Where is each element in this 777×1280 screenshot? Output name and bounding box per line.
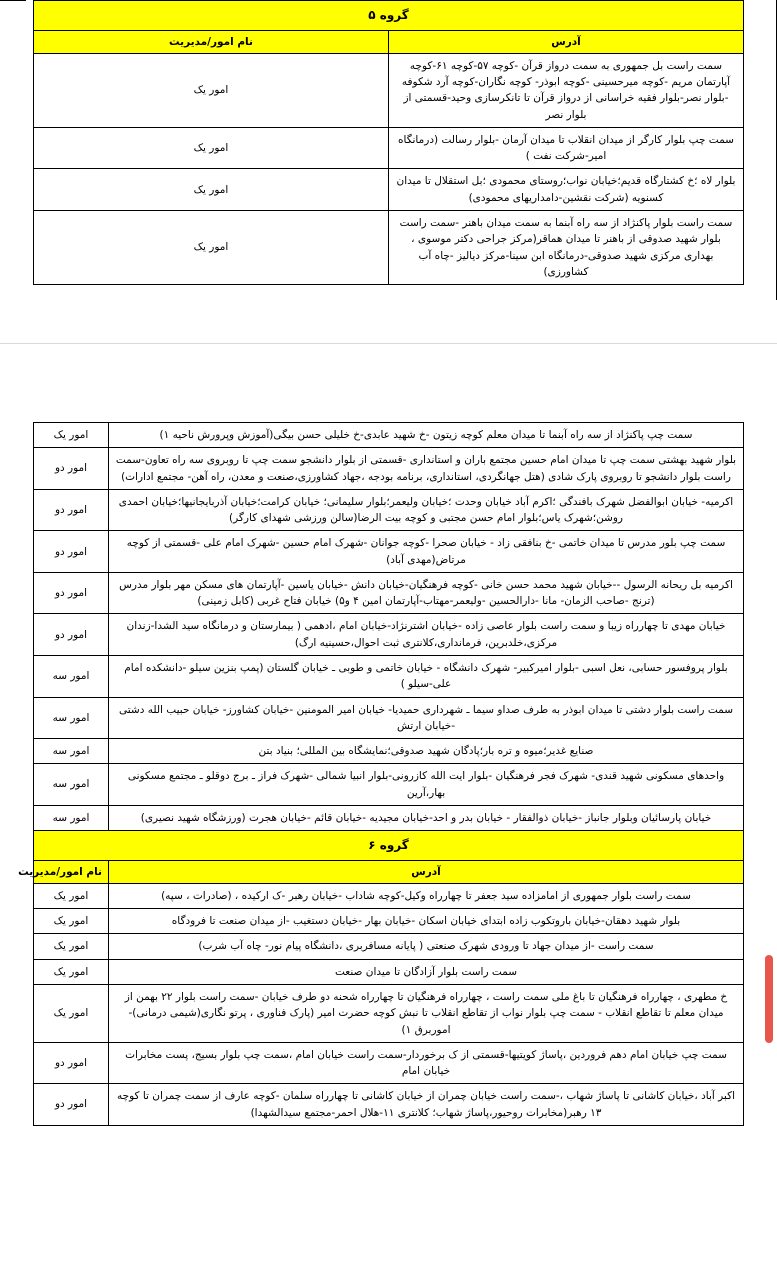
address-cell: خیابان مهدی تا چهارراه زیبا و سمت راست بلوار عاصی زاده -خیابان اشترنژاد-خیابان امام ،ادهمی ( بیمارستان و درمانگاه سید الشدا-زندان مرکزی،خلدبرین، فرمانداری،کلانتری ثبت احوال،حسینیه ارگ) <box>109 614 744 656</box>
address-cell: خ مطهری ، چهارراه فرهنگیان تا باغ ملی سمت راست ، چهارراه فرهنگیان تا چهارراه شحنه دو طرف خیابان -سمت راست بلوار ۲۲ بهمن از میدان معلم تا تقاطع انقلاب - سمت چپ بلوار نواب از تقاطع انقلاب تا نبش کوچه حضرت امیر (پارک فناوری ، پرتو نگاری(شیمی درمانی)- اموربرق ۱) <box>109 985 744 1043</box>
address-cell: سمت راست بلوار دشتی تا میدان ابوذر به طرف صداو سیما ـ شهرداری حمیدیا- خیابان امیر المومنین -خیابان کشاورز- خیابان حبیب الله دشتی -خیابان ارتش <box>109 697 744 739</box>
header-address: آدرس <box>389 30 744 53</box>
table-row <box>34 423 744 448</box>
table-block-continued <box>0 422 777 1126</box>
table-row <box>34 805 744 830</box>
column-header-row <box>34 860 744 883</box>
address-cell: خیابان پارسائیان وبلوار جانباز -خیابان ذوالفقار - خیابان بدر و احد-خیابان مجیدیه -خیابان قائم -خیابان هجرت (ورزشگاه شهید نصیری) <box>109 805 744 830</box>
table-row <box>34 959 744 984</box>
manager-cell: امور یک <box>34 883 109 908</box>
group-title-row <box>34 1 744 31</box>
manager-cell: امور یک <box>34 909 109 934</box>
manager-cell: امور سه <box>34 805 109 830</box>
table-row <box>34 448 744 490</box>
table-row <box>34 1084 744 1126</box>
group-title-cell: گروه ۶ <box>34 831 744 861</box>
manager-cell: امور یک <box>34 985 109 1043</box>
table-row <box>34 489 744 531</box>
column-header-row <box>34 30 744 53</box>
address-cell: سمت چپ بلور مدرس تا میدان خاتمی -خ بنافقی زاد - خیابان صحرا -کوچه جوانان -شهرک امام حسین -شهرک امام علی -قسمتی از کوچه مرتاض(مهدی آباد) <box>109 531 744 573</box>
group-title-cell: گروه ۵ <box>34 1 744 31</box>
address-cell: بلوار لاه ؛خ کشتارگاه قدیم؛خیابان نواب؛روستای محمودی ؛بل استقلال تا میدان کسنویه (شرکت نقشین-دامداریهای محمودی) <box>389 169 744 211</box>
next-page-top-margin <box>0 366 777 422</box>
manager-cell: امور دو <box>34 1042 109 1084</box>
address-cell: بلوار شهید بهشتی سمت چپ تا میدان امام حسین مجتمع باران و استانداری -قسمتی از بلوار دانشجو سمت چپ تا روبروی سه راه تعاون-سمت راست بلوار دانشجو تا روبروی پارک شادی (هتل جهانگردی، استانداری، برنامه بودجه ،جهاد کشاورزی،صنعت و معدن، راه آهن- مجتمع ادارات) <box>109 448 744 490</box>
manager-cell: امور یک <box>34 934 109 959</box>
header-address: آدرس <box>109 860 744 883</box>
address-cell: اکبر آباد ،خیابان کاشانی تا پاساژ شهاب ،-سمت راست خیابان چمران از خیابان کاشانی تا چهارراه سلمان -کوچه عارف از سمت چمران تا کوچه ۱۳ رهبر(مخابرات روحیور،پاساژ شهاب؛ کلانتری ۱۱-هلال احمر-مجتمع سیدالشهدا) <box>109 1084 744 1126</box>
manager-cell: امور یک <box>34 210 389 284</box>
table-row <box>34 614 744 656</box>
table-row <box>34 655 744 697</box>
header-manager: نام امور/مدیریت <box>34 860 109 883</box>
manager-cell: امور یک <box>34 53 389 127</box>
table-row <box>34 53 744 127</box>
page-bottom-spacer <box>0 1126 777 1140</box>
manager-cell: امور سه <box>34 739 109 764</box>
table-row <box>34 572 744 614</box>
manager-cell: امور یک <box>34 423 109 448</box>
header-manager: نام امور/مدیریت <box>34 30 389 53</box>
manager-cell: امور دو <box>34 572 109 614</box>
address-cell: بلوار پروفسور حسابی، نعل اسبی -بلوار امیرکبیر- شهرک دانشگاه - خیابان خاتمی و طوبی ـ خیابان گلستان (پمپ بنزین سیلو -دانشکده امام علی-سیلو ) <box>109 655 744 697</box>
table-row <box>34 169 744 211</box>
table-row <box>34 883 744 908</box>
address-cell: صنایع غدیر؛میوه و تره بار؛پادگان شهید صدوقی؛نمایشگاه بین المللی؛ بنیاد بتن <box>109 739 744 764</box>
page-rule-top <box>0 0 26 1</box>
table-block-group-5 <box>0 0 777 285</box>
address-cell: اکرمیه بل ریحانه الرسول --خیابان شهید محمد حسن خانی -کوچه فرهنگیان-خیابان دانش -خیابان یاسین -آپارتمان های مسکن مهر بلوار مدرس (ترنج -صاحب الزمان- مانا -دارالحسین -ولیعمر-مهتاب-آپارتمان امین ۴ و۵) خیابان فتاح غربی (کابل زمینی) <box>109 572 744 614</box>
table-row <box>34 764 744 806</box>
table-row <box>34 1042 744 1084</box>
manager-cell: امور یک <box>34 127 389 169</box>
manager-cell: امور سه <box>34 697 109 739</box>
table-row <box>34 934 744 959</box>
manager-cell: امور دو <box>34 531 109 573</box>
page-separator <box>0 343 777 366</box>
manager-cell: امور دو <box>34 1084 109 1126</box>
address-cell: سمت راست بلوار جمهوری از امامزاده سید جعفر تا چهارراه وکیل-کوچه شاداب -خیابان رهبر -ک ارکیده ، (صادرات ، سپه) <box>109 883 744 908</box>
address-cell: سمت چپ پاکنژاد از سه راه آبنما تا میدان معلم کوچه زیتون -خ شهید عابدی-خ خلیلی حسن بیگی(آموزش وپرورش ناحیه ۱) <box>109 423 744 448</box>
address-cell: واحدهای مسکونی شهید قندی- شهرک فجر فرهنگیان -بلوار ایت الله کازرونی-بلوار انبیا شمالی -شهرک فراز ـ برج دوقلو ـ مجتمع مسکونی بهار،آرین <box>109 764 744 806</box>
table-row <box>34 985 744 1043</box>
table-row <box>34 127 744 169</box>
table-row <box>34 531 744 573</box>
table-row <box>34 909 744 934</box>
scrollbar-thumb[interactable] <box>765 955 773 1043</box>
address-cell: بلوار شهید دهقان-خیابان باروتکوب زاده ابتدای خیابان اسکان -خیابان بهار -خیابان دستغیب -از میدان صنعت تا فرودگاه <box>109 909 744 934</box>
manager-cell: امور یک <box>34 959 109 984</box>
manager-cell: امور دو <box>34 448 109 490</box>
address-cell: سمت راست بلوار آزادگان تا میدان صنعت <box>109 959 744 984</box>
address-cell: سمت چپ خیابان امام دهم فروردین ،پاساژ کویتیها-قسمتی از ک برخوردار-سمت راست خیابان امام ،سمت چپ بلوار بسیج، پست مخابرات خیابان امام <box>109 1042 744 1084</box>
table-row <box>34 697 744 739</box>
address-cell: سمت راست بلوار پاکنژاد از سه راه آبنما به سمت میدان باهنر -سمت راست بلوار شهید صدوقی از باهنر تا میدان هماقر(مرکز جراحی دکتر موسوی ، بهداری مرکزی شهید صدوقی-درمانگاه ابن سینا-مرکز دیالیز -چاه آب کشاورزی) <box>389 210 744 284</box>
manager-cell: امور دو <box>34 614 109 656</box>
address-cell: اکرمیه- خیابان ابوالفضل شهرک بافندگی ؛اکرم آباد خیابان وحدت ؛خیابان ولیعمر؛بلوار سلیمانی؛ خیابان کرامت؛خیابان آذربایجانیها؛خیابان احمدی روشن؛شهرک یاس؛بلوار امام حسن مجتبی و کوچه بیت الرضا(سالن ورزشی شهدای کارگر) <box>109 489 744 531</box>
address-cell: سمت چپ بلوار کارگر از میدان انقلاب تا میدان آرمان -بلوار رسالت (درمانگاه امیر-شرکت نفت ) <box>389 127 744 169</box>
manager-cell: امور دو <box>34 489 109 531</box>
table-row <box>34 210 744 284</box>
group-continued-table <box>18 422 744 1126</box>
manager-cell: امور سه <box>34 764 109 806</box>
address-cell: سمت راست بل جمهوری به سمت درواز قرآن -کوچه ۵۷-کوچه ۶۱-کوچه آپارتمان مریم -کوچه میرحسینی -کوچه ابوذر- کوچه نگاران-کوچه آرد شکوفه -بلوار نصر-بلوار فقیه خراسانی از درواز قرآن تا تانکرسازی وحید-قسمتی از بلوار نصر <box>389 53 744 127</box>
address-cell: سمت راست -از میدان جهاد تا ورودی شهرک صنعتی ( پایانه مسافربری ،دانشگاه پیام نور- چاه آب شرب) <box>109 934 744 959</box>
group-title-row <box>34 831 744 861</box>
page-bottom-margin <box>0 285 777 325</box>
manager-cell: امور سه <box>34 655 109 697</box>
manager-cell: امور یک <box>34 169 389 211</box>
group-5-table <box>33 0 744 285</box>
table-row <box>34 739 744 764</box>
